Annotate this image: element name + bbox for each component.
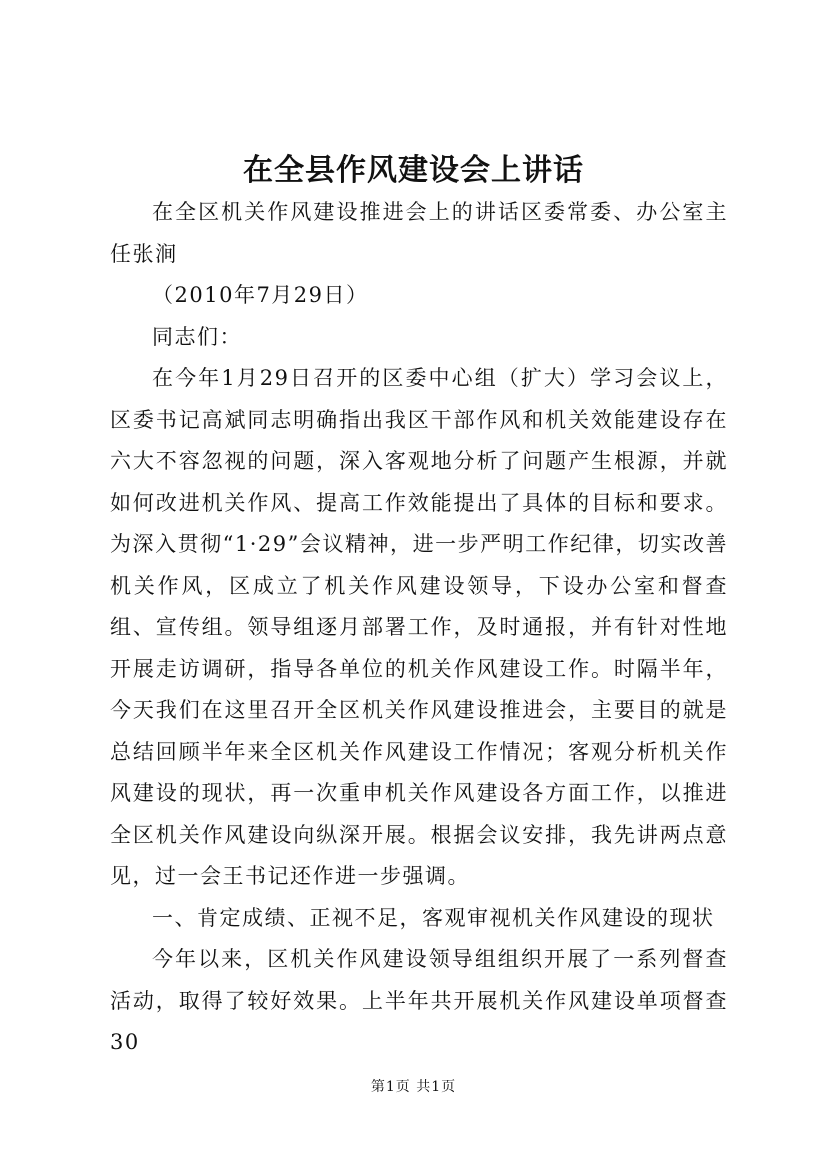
document-title: 在全县作风建设会上讲话 — [243, 153, 584, 188]
paragraph-intro: 在今年1月29日召开的区委中心组（扩大）学习会议上，区委书记高斌同志明确指出我区干部作风和机关效能建设存在六大不容忽视的问题，深入客观地分析了问题产生根源，并就如何改进机关作风、提高工作效能提出了具体的目标和要求。为深入贯彻“1·29”会议精神，进一步严明工作纪律，切实改善机关作风，区成立了机关作风建设领导，下设办公室和督查组、宣传组。领导组逐月部署工作，及时通报，并有针对性地开展走访调研，指导各单位的机关作风建设工作。时隔半年，今天我们在这里召开全区机关作风建设推进会，主要目的就是总结回顾半年来全区机关作风建设工作情况；客观分析机关作风建设的现状，再一次重申机关作风建设各方面工作，以推进全区机关作风建设向纵深开展。根据会议安排，我先讲两点意见，过一会王书记还作进一步强调。 — [110, 366, 728, 888]
page-footer: 第1页 共1页 — [370, 1079, 457, 1095]
paragraph-salutation: 同志们： — [152, 324, 242, 349]
paragraph-heading-line: 在全区机关作风建设推进会上的讲话区委常委、办公室主任张涧 — [110, 200, 728, 266]
paragraph-section-body: 今年以来，区机关作风建设领导组组织开展了一系列督查活动，取得了较好效果。上半年共开展机关作风建设单项督查30 — [110, 947, 728, 1054]
document-body — [110, 192, 728, 1064]
paragraph-date: （2010年7月29日） — [152, 283, 369, 307]
paragraph-section-heading: 一、肯定成绩、正视不足，客观审视机关作风建设的现状 — [152, 905, 715, 930]
